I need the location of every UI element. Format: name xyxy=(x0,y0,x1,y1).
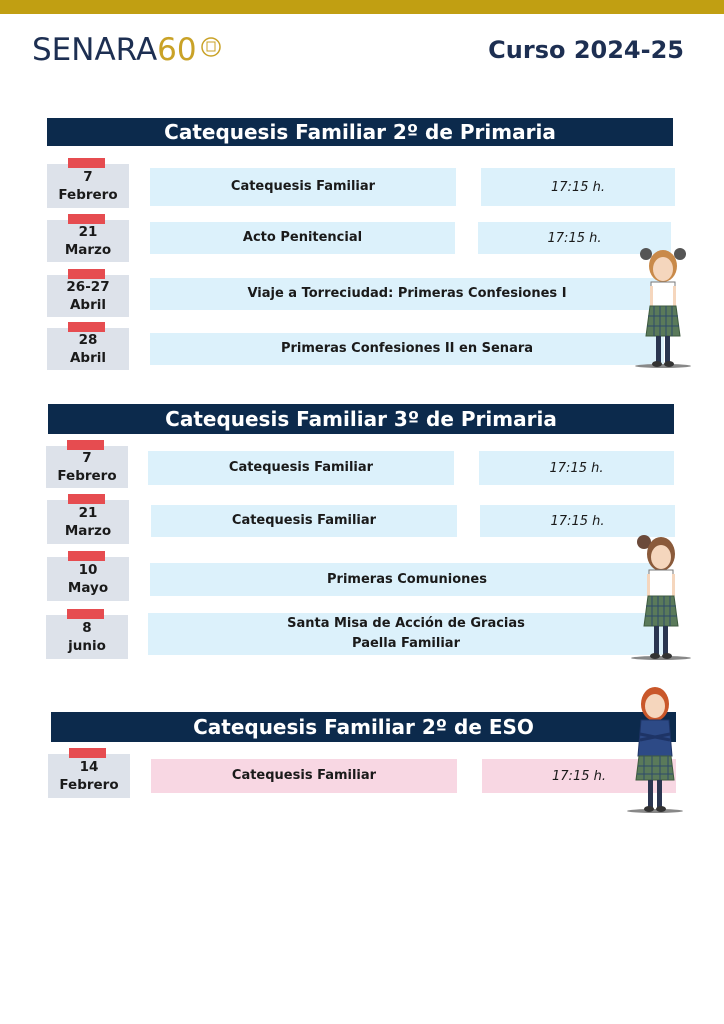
event-time: 17:15 h. xyxy=(478,222,671,254)
date-day: 21 xyxy=(78,505,98,521)
date-tab-marker xyxy=(68,158,105,168)
event-name xyxy=(150,563,664,596)
date-box xyxy=(47,500,129,544)
event-time: 17:15 h. xyxy=(481,168,675,206)
date-tab-marker xyxy=(68,551,105,561)
top-accent-bar xyxy=(0,0,724,14)
event-name xyxy=(151,505,457,537)
date-box xyxy=(47,557,129,601)
date-tab-marker xyxy=(69,748,106,758)
date-tab-marker xyxy=(68,494,105,504)
event-name xyxy=(148,451,454,485)
date-box xyxy=(47,328,129,370)
event-name xyxy=(150,333,664,365)
date-box xyxy=(47,164,129,208)
date-tab-marker xyxy=(68,214,105,224)
event-label: Primeras Confesiones II en Senara xyxy=(280,341,534,356)
date-box xyxy=(48,754,130,798)
date-day: 26-27 xyxy=(66,279,110,295)
event-label: Acto Penitencial xyxy=(242,230,363,245)
event-label: Santa Misa de Acción de Gracias xyxy=(287,616,525,631)
date-box xyxy=(46,446,128,488)
section-title-2-primaria: Catequesis Familiar 2º de Primaria xyxy=(47,118,673,146)
girl-illustration-icon xyxy=(622,684,688,816)
date-day: 14 xyxy=(79,759,99,775)
date-day: 28 xyxy=(78,332,98,348)
date-month: Febrero xyxy=(58,187,118,203)
date-tab-marker xyxy=(67,609,104,619)
event-time: 17:15 h. xyxy=(479,451,674,485)
event-label: Primeras Comuniones xyxy=(327,571,487,587)
girl-illustration-icon xyxy=(630,242,696,372)
date-month: Marzo xyxy=(64,523,112,539)
event-name xyxy=(150,168,456,206)
logo-number: 60 xyxy=(157,32,197,68)
girl-illustration-icon xyxy=(628,528,694,663)
date-tab-marker xyxy=(68,322,105,332)
event-time: 17:15 h. xyxy=(482,759,676,793)
date-month: Mayo xyxy=(67,580,109,596)
date-day: 21 xyxy=(78,224,98,240)
event-label: Catequesis Familiar xyxy=(231,513,377,528)
section-title-3-primaria: Catequesis Familiar 3º de Primaria xyxy=(48,404,674,434)
event-label: Catequesis Familiar xyxy=(228,460,374,475)
date-month: Febrero xyxy=(57,468,117,484)
event-time: 17:15 h. xyxy=(480,505,675,537)
date-month: Marzo xyxy=(64,242,112,258)
event-name xyxy=(148,613,664,655)
date-month: Abril xyxy=(69,297,107,313)
date-box xyxy=(47,220,129,262)
date-box xyxy=(46,615,128,659)
date-day: 7 xyxy=(82,450,92,466)
section-title-2-eso: Catequesis Familiar 2º de ESO xyxy=(51,712,676,742)
date-tab-marker xyxy=(68,269,105,279)
event-name xyxy=(150,278,664,310)
event-name xyxy=(151,759,457,793)
event-label: Catequesis Familiar xyxy=(231,768,377,783)
date-day: 10 xyxy=(78,562,98,578)
date-tab-marker xyxy=(67,440,104,450)
date-day: 7 xyxy=(83,169,93,185)
date-box xyxy=(47,275,129,317)
event-label-secondary: Paella Familiar xyxy=(352,636,460,651)
event-label: Catequesis Familiar xyxy=(230,179,376,194)
event-label: Viaje a Torreciudad: Primeras Confesiones I xyxy=(247,286,567,301)
date-month: Abril xyxy=(69,350,107,366)
course-year: Curso 2024-25 xyxy=(488,36,684,64)
crest-icon xyxy=(200,36,222,58)
date-month: Febrero xyxy=(59,777,119,793)
date-day: 8 xyxy=(82,620,92,636)
senara-logo xyxy=(32,30,197,70)
logo-text: SENARA xyxy=(32,32,158,68)
event-name xyxy=(150,222,455,254)
date-month: junio xyxy=(68,638,106,654)
